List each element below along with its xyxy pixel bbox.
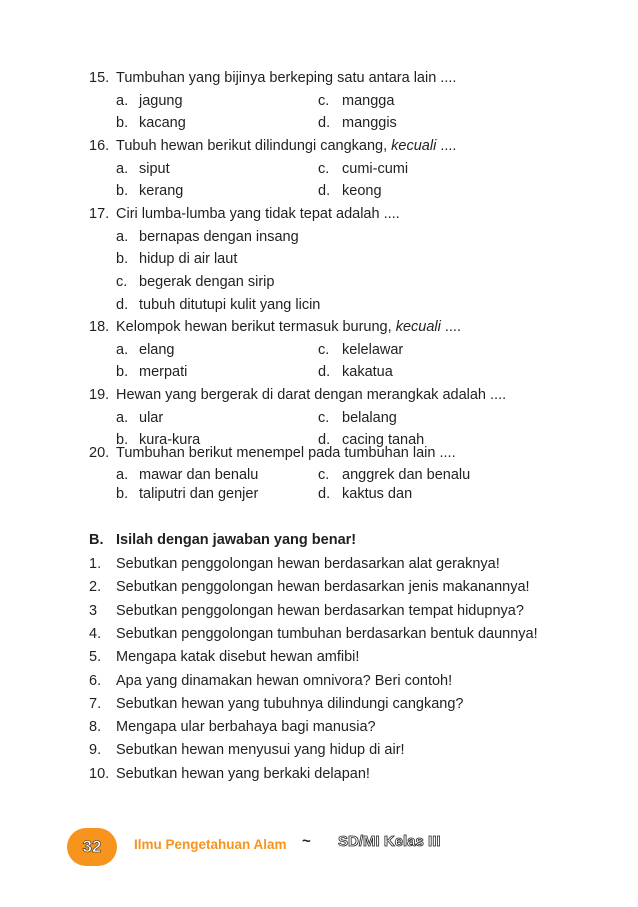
essay-question: Sebutkan penggolongan hewan berdasarkan alat geraknya! [116,556,500,572]
option-letter: a. [116,92,129,109]
footer-page-number: 32 [67,828,117,866]
option-text: kelelawar [342,341,404,358]
essay-question: Sebutkan hewan yang tubuhnya dilindungi cangkang? [116,695,464,712]
option-letter: d. [116,296,129,313]
option-text: tubuh ditutupi kulit yang licin [139,296,321,313]
essay-number: 6. [89,672,102,689]
option-text: kaktus dan [342,486,413,502]
footer-class-label: SD/MI Kelas III [338,833,441,850]
option-text: siput [139,160,170,177]
option-text: cacing tanah [342,432,425,449]
option-text: elang [139,341,175,358]
question-number: 19. [89,387,110,403]
option-text: kakatua [342,364,393,381]
essay-question: Sebutkan penggolongan hewan berdasarkan jenis makanannya! [116,579,530,596]
question-stem [116,207,400,222]
option-text: bernapas dengan insang [139,228,299,245]
option-letter: c. [318,409,330,426]
essay-question: Mengapa katak disebut hewan amfibi! [116,649,360,666]
section-heading: Isilah dengan jawaban yang benar! [116,532,357,548]
question-stem [116,388,506,403]
section-letter: B. [89,532,104,548]
option-letter: b. [116,364,129,381]
option-text: hidup di air laut [139,251,238,268]
option-text: belalang [342,409,397,426]
essay-number: 7. [89,695,102,712]
essay-question: Apa yang dinamakan hewan omnivora? Beri contoh! [116,672,453,689]
essay-number: 9. [89,742,102,759]
option-letter: a. [116,409,129,426]
essay-question: Mengapa ular berbahaya bagi manusia? [116,719,376,736]
option-letter: d. [318,486,331,502]
essay-question: Sebutkan penggolongan hewan berdasarkan tempat hidupnya? [116,602,524,619]
option-letter: b. [116,183,129,200]
question-suffix: .... [436,138,457,154]
option-letter: c. [318,467,330,483]
option-text: anggrek dan benalu [342,467,471,483]
essay-number: 5. [89,649,102,666]
option-letter: b. [116,486,129,502]
essay-number: 3 [89,602,98,619]
option-letter: d. [318,115,331,132]
essay-number: 2. [89,579,102,596]
option-letter: c. [318,341,330,358]
footer-separator: ~ [302,833,311,850]
essay-number: 1. [89,556,102,572]
question-text: Kelompok hewan berikut termasuk burung, [116,319,396,335]
option-letter: c. [116,274,128,291]
option-text: keong [342,183,382,200]
option-letter: b. [116,115,129,132]
question-emphasis: kecuali [395,319,441,335]
essay-number: 8. [89,719,102,736]
option-text: kura-kura [139,432,201,449]
option-letter: d. [318,432,331,449]
essay-question: Sebutkan hewan menyusui yang hidup di air! [116,742,405,759]
question-text: Ciri lumba-lumba yang tidak tepat adalah .... [116,206,400,222]
option-text: jagung [139,92,183,109]
question-text: Tumbuhan berikut menempel pada tumbuhan lain .... [116,445,456,461]
question-number: 16. [89,138,110,154]
option-letter: b. [116,432,129,449]
option-letter: a. [116,341,129,358]
option-text: ular [139,409,164,426]
option-text: kacang [139,115,186,132]
option-letter: a. [116,228,129,245]
question-number: 18. [89,319,110,335]
option-text: mangga [342,92,395,109]
option-letter: d. [318,183,331,200]
option-text: mawar dan benalu [139,467,259,483]
question-number: 20. [89,445,110,461]
option-text: merpati [139,364,188,381]
essay-question: Sebutkan penggolongan tumbuhan berdasarkan bentuk daunnya! [116,625,538,642]
option-letter: a. [116,160,129,177]
essay-number: 4. [89,625,102,642]
option-text: manggis [342,115,397,132]
question-number: 17. [89,206,110,222]
question-stem [116,320,461,335]
question-text: Tubuh hewan berikut dilindungi cangkang, [116,138,392,154]
question-stem [116,446,456,461]
essay-number: 10. [89,765,110,782]
option-letter: d. [318,364,331,381]
option-text: begerak dengan sirip [139,274,275,291]
footer-subject: Ilmu Pengetahuan Alam [134,837,287,852]
question-emphasis: kecuali [391,138,437,154]
question-text: Hewan yang bergerak di darat dengan merangkak adalah .... [116,387,507,403]
question-number: 15. [89,70,110,86]
option-text: cumi-cumi [342,160,409,177]
question-text: Tumbuhan yang bijinya berkeping satu antara lain .... [116,70,457,86]
question-suffix: .... [440,319,461,335]
option-letter: b. [116,251,129,268]
option-letter: c. [318,160,330,177]
option-letter: c. [318,92,330,109]
option-letter: a. [116,467,129,483]
option-text: taliputri dan genjer [139,486,259,502]
question-stem [116,139,456,154]
essay-question: Sebutkan hewan yang berkaki delapan! [116,765,370,782]
question-stem [116,71,456,86]
option-text: kerang [139,183,184,200]
